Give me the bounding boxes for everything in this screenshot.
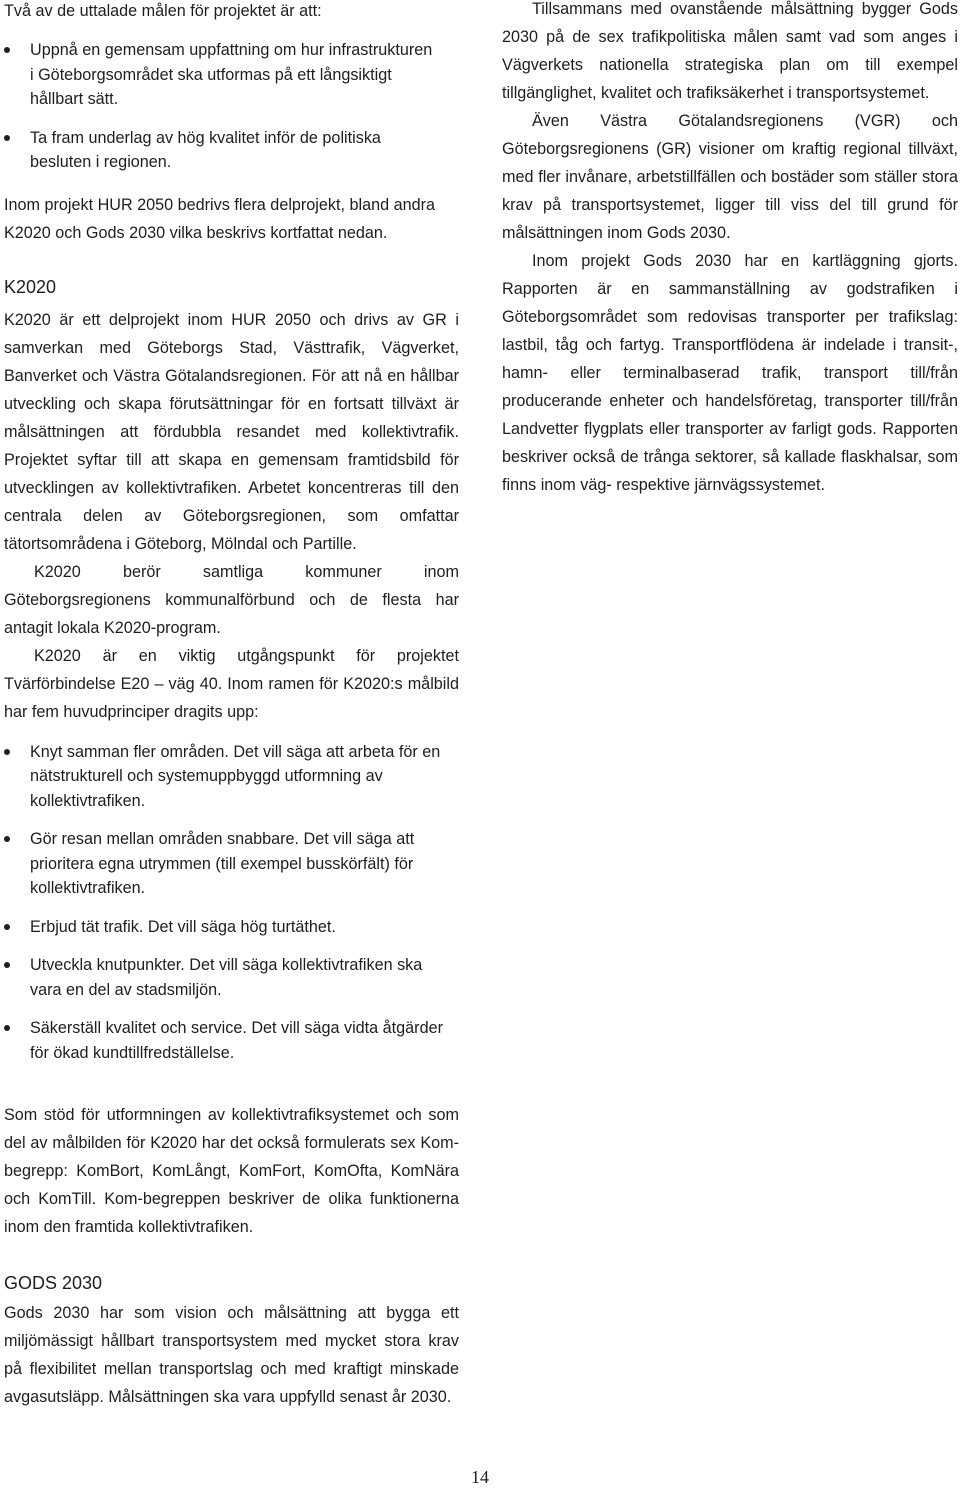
gods-paragraph-1: Gods 2030 har som vision och målsättning att bygga ett miljömässigt hållbart transportsystem med mycket stora krav på flexibilitet mellan transportslag och med kraftigt minskade avgasutsläpp. Målsättningen ska vara uppfylld senast år 2030. [4, 1304, 459, 1406]
kom-paragraph: Som stöd för utformningen av kollektivtrafiksystemet och som del av målbilden för K2020 har det också formulerats sex Kom-begrepp: KomBort, KomLångt, KomFort, KomOfta, KomNära och KomTill. Kom-begreppen beskriver de olika funktionerna inom den framtida kollektivtrafiken. [4, 1106, 459, 1236]
k2020-paragraph-1: K2020 är ett delprojekt inom HUR 2050 och drivs av GR i samverkan med Göteborgs Stad, Västtrafik, Vägverket, Banverket och Västra Götalandsregionen. För att nå en hållbar utveckling och skapa förutsättningar för en fortsatt tillväxt är målsättningen att fördubbla resandet med kollektivtrafik. Projektet syftar till att skapa en gemensam framtidsbild för utvecklingen av kollektivtrafiken. Arbetet koncentreras till den centrala delen av Göteborgsregionen, som omfattar tätortsområdena i Göteborg, Mölndal och Partille. [4, 310, 459, 553]
gods-paragraph-3: Även Västra Götalandsregionens (VGR) och Göteborgsregionens (GR) visioner om kraftig regional tillväxt, med fler invånare, arbetstillfällen och bostäder som ställer stora krav på transportsystemet, ligger till viss del till grund för målsättningen inom Gods 2030. [502, 112, 958, 242]
left-column [4, 0, 459, 1411]
gods-heading: GODS 2030 [4, 1273, 103, 1293]
list-item: Ta fram underlag av hög kvalitet inför de politiska besluten i regionen. [4, 126, 434, 175]
right-column [502, 0, 958, 499]
gods-paragraph-4: Inom projekt Gods 2030 har en kartläggning gjorts. Rapporten är en sammanställning av godstrafiken i Göteborgsområdet som redovisas transporter per trafikslag: lastbil, tåg och fartyg. Transportflödena är indelade i transit-, hamn- eller terminalbaserad trafik, transport till/från producerande enheter och handelsföretag, transporter till/från Landvetter flygplats eller transporter av farligt gods. Rapporten beskriver också de trånga sektorer, så kallade flaskhalsar, som finns inom väg- respektive järnvägssystemet. [502, 252, 958, 494]
page-number: 14 [471, 1467, 489, 1487]
list-item: Gör resan mellan områden snabbare. Det vill säga att prioritera egna utrymmen (till exempel busskörfält) för kollektivtrafiken. [4, 827, 449, 901]
goals-intro: Två av de uttalade målen för projektet är att: [4, 2, 322, 20]
k2020-paragraph-3: K2020 är en viktig utgångspunkt för projektet Tvärförbindelse E20 – väg 40. Inom ramen för K2020:s målbild har fem huvudprinciper dragits upp: [4, 646, 459, 721]
k2020-heading: K2020 [4, 276, 57, 297]
list-item: Knyt samman fler områden. Det vill säga att arbeta för en nätstrukturell och systemuppbyggd utformning av kollektivtrafiken. [4, 740, 449, 814]
principles-list [4, 740, 449, 1066]
list-item: Utveckla knutpunkter. Det vill säga kollektivtrafiken ska vara en del av stadsmiljön. [4, 953, 449, 1002]
list-item: Säkerställ kvalitet och service. Det vill säga vidta åtgärder för ökad kundtillfredställelse. [4, 1016, 449, 1065]
subprojects-paragraph: Inom projekt HUR 2050 bedrivs flera delprojekt, bland andra K2020 och Gods 2030 vilka beskrivs kortfattat nedan. [4, 195, 436, 242]
k2020-paragraph-2: K2020 berör samtliga kommuner inom Göteborgsregionens kommunalförbund och de flesta har antagit lokala K2020-program. [4, 562, 459, 637]
list-item: Erbjud tät trafik. Det vill säga hög turtäthet. [4, 915, 449, 940]
goals-list [4, 38, 434, 175]
gods-paragraph-2: Tillsammans med ovanstående målsättning bygger Gods 2030 på de sex trafikpolitiska målen samt vad som anges i Vägverkets nationella strategiska plan om till exempel tillgänglighet, kvalitet och trafiksäkerhet i transportsystemet. [502, 0, 958, 102]
list-item: Uppnå en gemensam uppfattning om hur infrastrukturen i Göteborgsområdet ska utformas på ett långsiktigt hållbart sätt. [4, 38, 434, 112]
